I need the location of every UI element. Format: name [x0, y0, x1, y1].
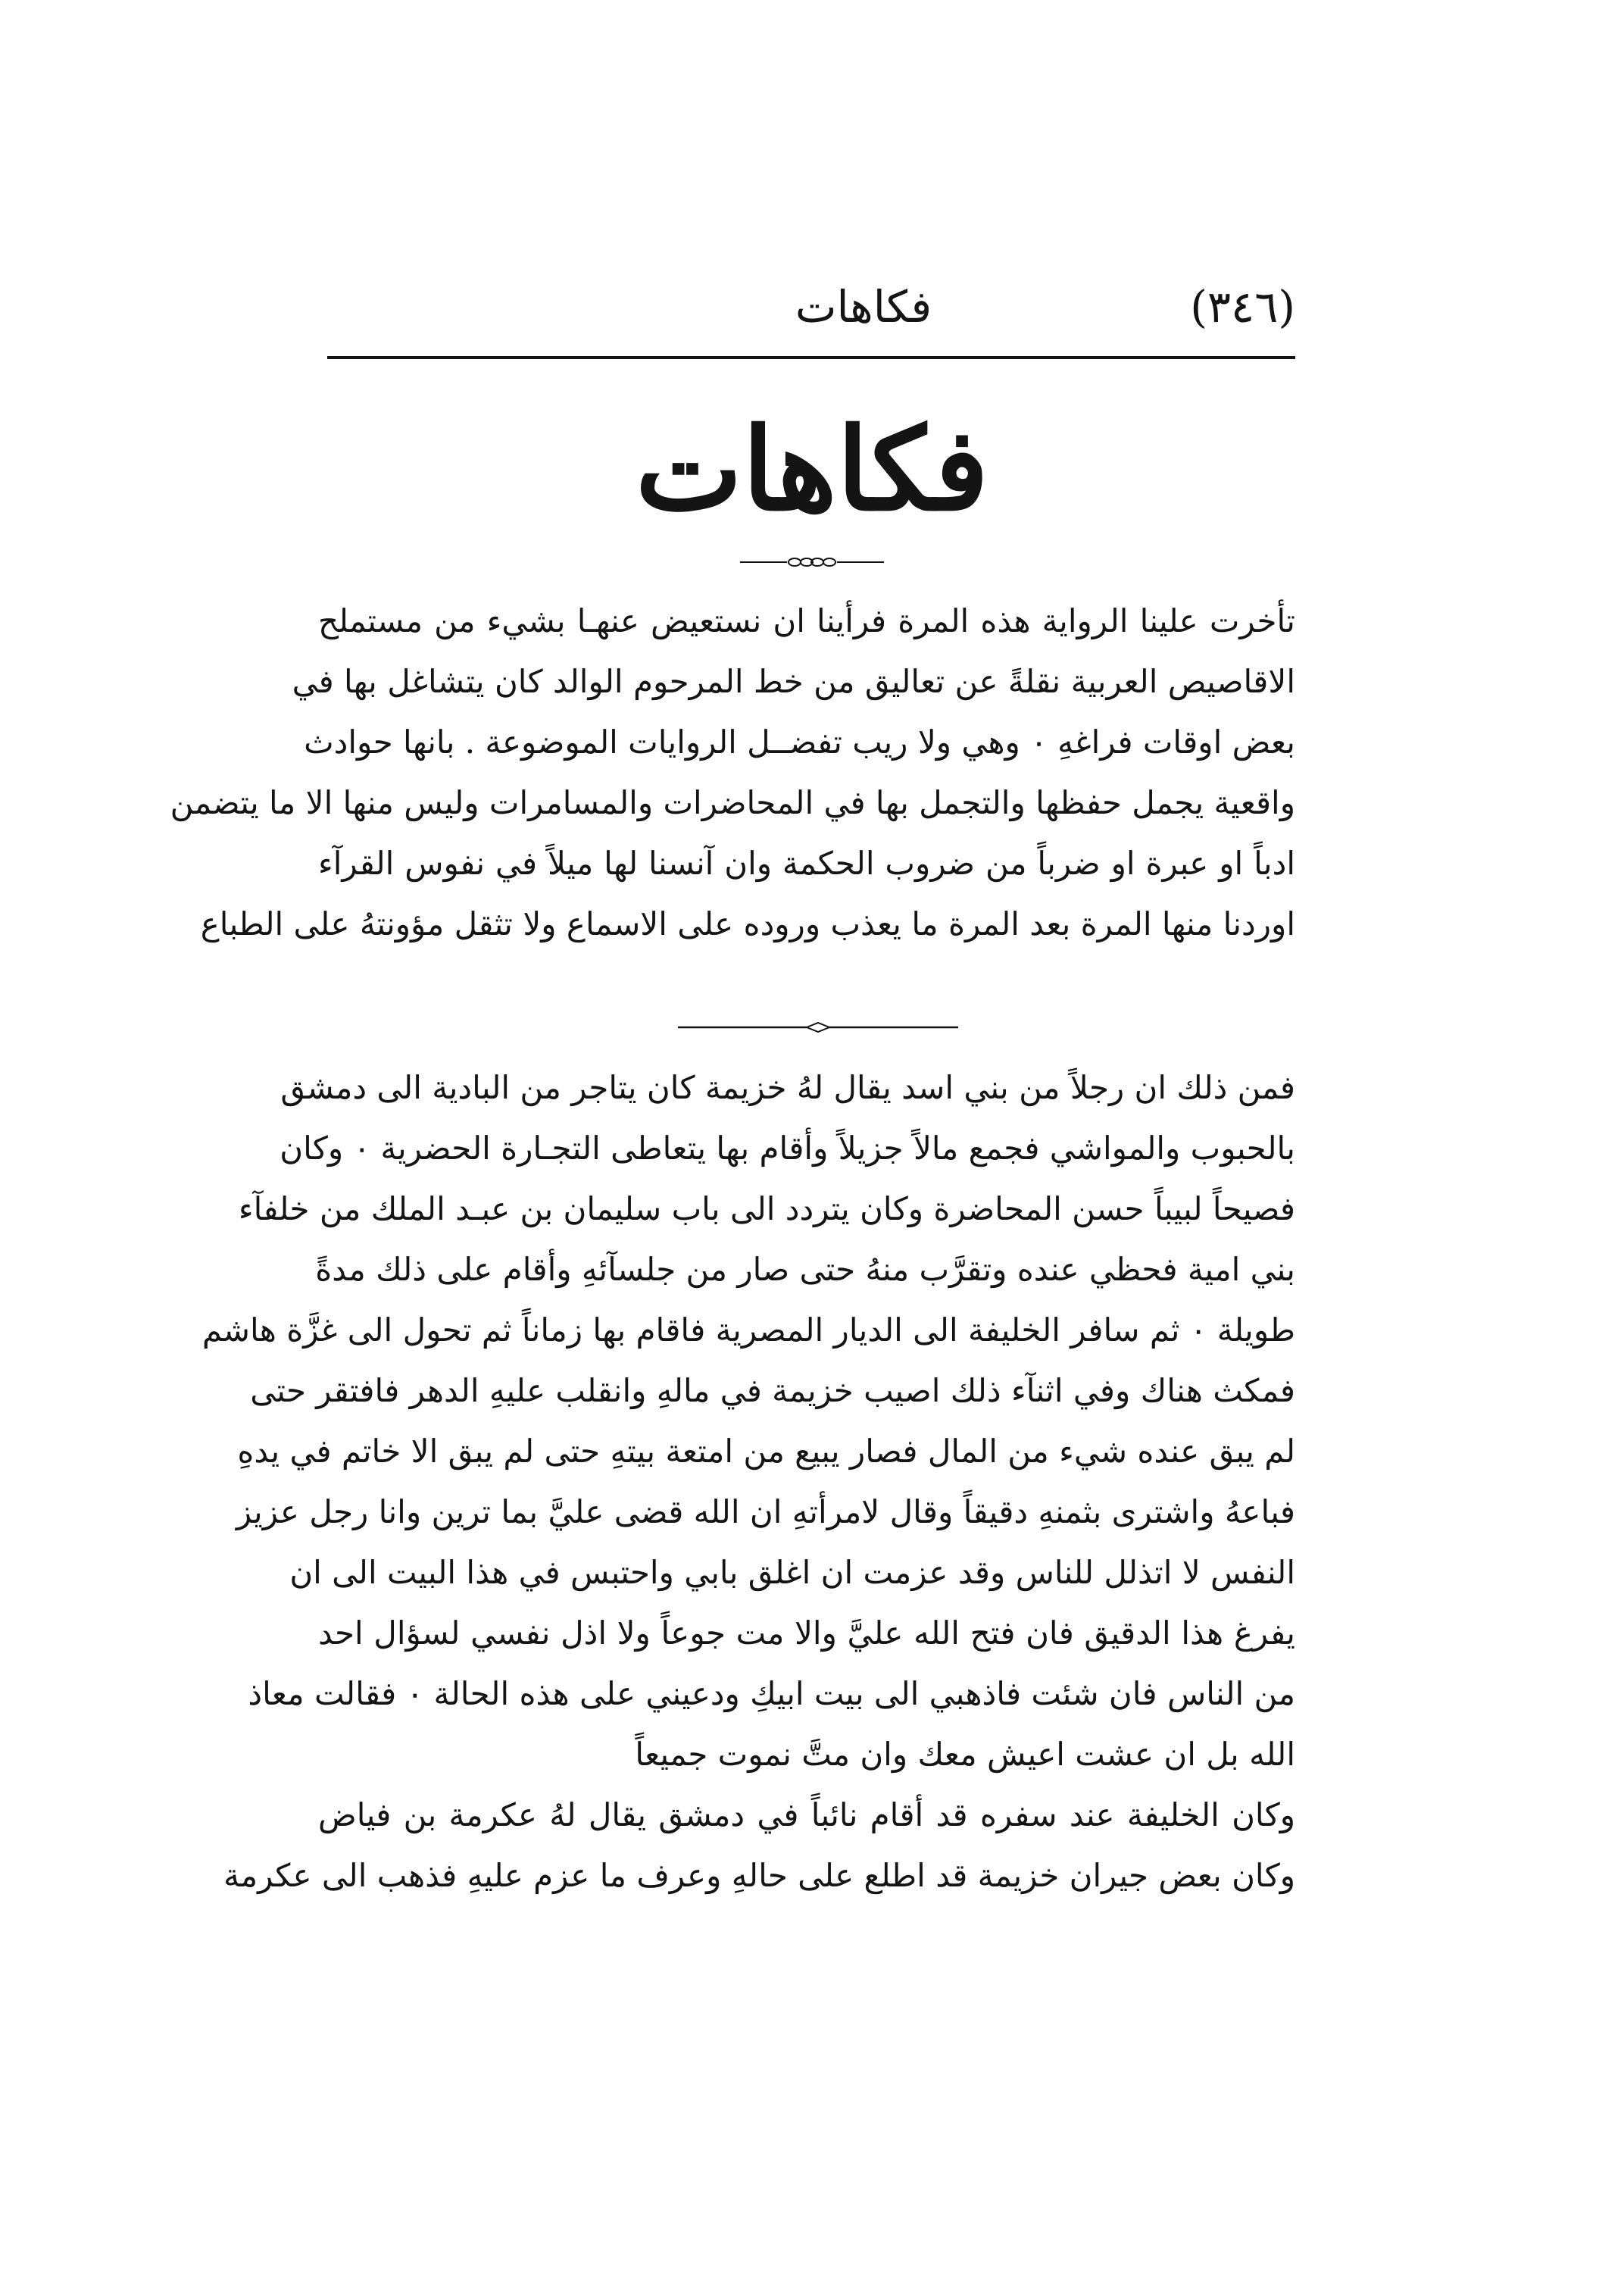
running-header [326, 277, 1295, 337]
ornament-divider-icon [740, 555, 884, 570]
story-line: وكان الخليفة عند سفره قد أقام نائباً في دمشق يقال لهُ عكرمة بن فياض [318, 1796, 1295, 1833]
story-line: فباعهُ واشترى بثمنهِ دقيقاً وقال لامرأتهِ ان الله قضى عليَّ بما ترين وانا رجل عزيز [236, 1493, 1295, 1530]
story-line: فصيحاً لبيباً حسن المحاضرة وكان يتردد الى باب سليمان بن عبـد الملك من خلفآء [238, 1190, 1295, 1227]
intro-paragraph [170, 591, 1295, 955]
story-line: طويلة ٠ ثم سافر الخليفة الى الديار المصرية فاقام بها زماناً ثم تحول الى غزَّة هاشم [201, 1311, 1295, 1349]
page-number: (٣٤٦) [1190, 281, 1295, 333]
intro-line: بعض اوقات فراغهِ ٠ وهي ولا ريب تفضــل الروايات الموضوعة . بانها حوادث [304, 724, 1295, 761]
intro-line: واقعية يجمل حفظها والتجمل بها في المحاضرات والمسامرات وليس منها الا ما يتضمن [170, 784, 1295, 821]
intro-line: ادباً او عبرة او ضرباً من ضروب الحكمة وان آنسنا لها ميلاً في نفوس القرآء [318, 845, 1295, 882]
story-line: من الناس فان شئت فاذهبي الى بيت ابيكِ ودعيني على هذه الحالة ٠ فقالت معاذ [248, 1675, 1295, 1712]
story-line: وكان بعض جيران خزيمة قد اطلع على حالهِ وعرف ما عزم عليهِ فذهب الى عكرمة [223, 1857, 1295, 1894]
story-paragraph [201, 1058, 1295, 1906]
header-rule [327, 356, 1295, 359]
story-line: فمن ذلك ان رجلاً من بني اسد يقال لهُ خزيمة كان يتاجر من البادية الى دمشق [280, 1069, 1295, 1106]
story-line: يفرغ هذا الدقيق فان فتح الله عليَّ والا مت جوعاً ولا اذل نفسي لسؤال احد [318, 1614, 1295, 1652]
section-divider-icon [678, 1020, 958, 1035]
story-line: لم يبق عنده شيء من المال فصار يبيع من امتعة بيتهِ حتى لم يبق الا خاتم في يدهِ [237, 1433, 1295, 1470]
story-line: بالحبوب والمواشي فجمع مالاً جزيلاً وأقام بها يتعاطى التجـارة الحضرية ٠ وكان [280, 1130, 1295, 1167]
intro-line: الاقاصيص العربية نقلةً عن تعاليق من خط المرحوم الوالد كان يتشاغل بها في [292, 663, 1295, 700]
story-line: فمكث هناك وفي اثنآء ذلك اصيب خزيمة في مالهِ وانقلب عليهِ الدهر فافتقر حتى [250, 1372, 1295, 1409]
section-title: فكاهات [635, 403, 989, 536]
header-title: فكاهات [795, 281, 932, 333]
intro-line: اوردنا منها المرة بعد المرة ما يعذب وروده على الاسماع ولا تثقل مؤونتهُ على الطباع [200, 905, 1295, 942]
intro-line: تأخرت علينا الرواية هذه المرة فرأينا ان نستعيض عنهـا بشيء من مستملح [318, 602, 1295, 639]
story-line: الله بل ان عشت اعيش معك وان متَّ نموت جميعاً [635, 1736, 1295, 1773]
story-line: بني امية فحظي عنده وتقرَّب منهُ حتى صار من جلسآئهِ وأقام على ذلك مدةً [315, 1251, 1295, 1288]
story-line: النفس لا اتذلل للناس وقد عزمت ان اغلق بابي واحتبس في هذا البيت الى ان [289, 1554, 1295, 1591]
